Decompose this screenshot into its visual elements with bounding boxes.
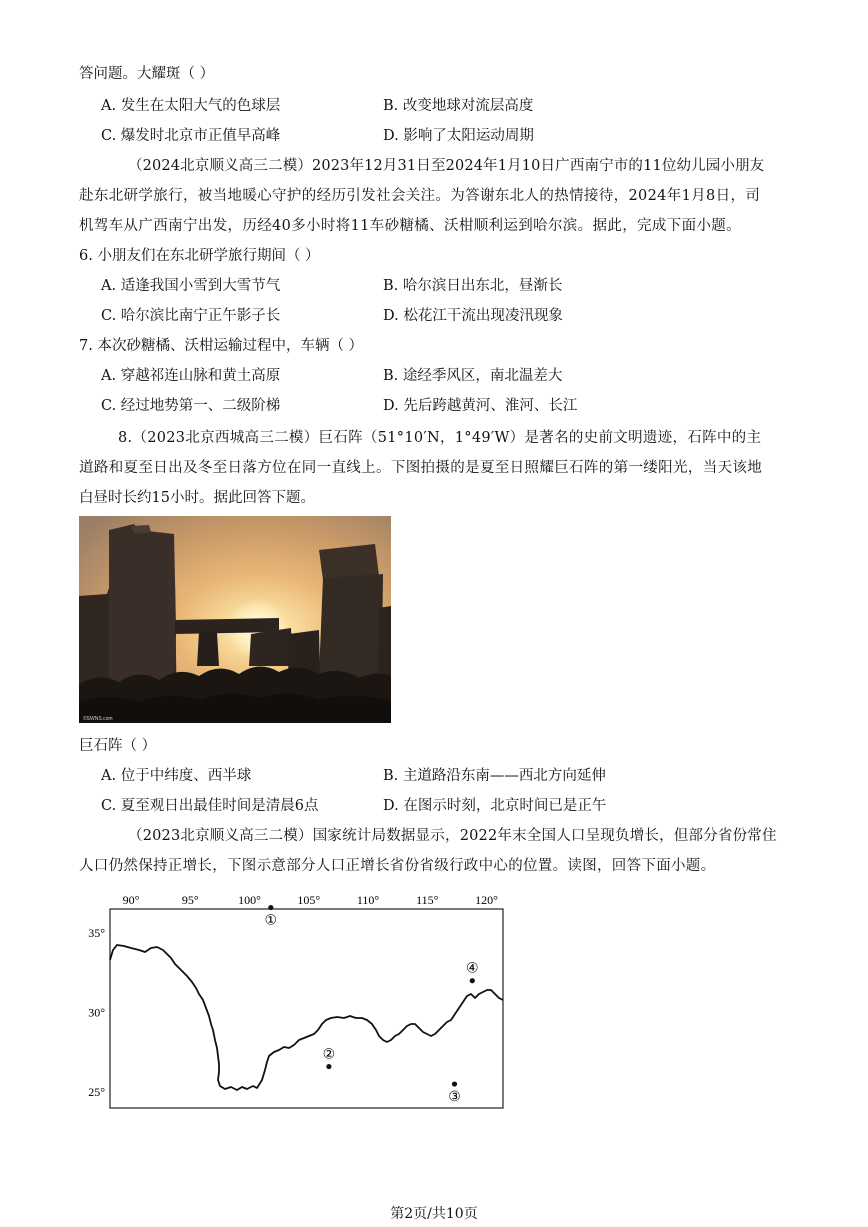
map-frame <box>110 909 503 1108</box>
map-point-label: ④ <box>465 961 479 977</box>
intro-6-7-line-2: 赴东北研学旅行，被当地暖心守护的经历引发社会关注。为答谢东北人的热情接待，2024年1月8日，司 <box>79 188 761 204</box>
map-point-label: ② <box>322 1047 336 1063</box>
map-point <box>326 1064 331 1069</box>
latitude-label: 35° <box>88 926 105 940</box>
longitude-label: 115° <box>416 893 439 907</box>
latitude-label: 25° <box>88 1085 105 1099</box>
longitude-label: 95° <box>181 893 199 907</box>
q7-option-b: B. 途经季风区，南北温差大 <box>383 368 563 384</box>
q5-option-a: A. 发生在太阳大气的色球层 <box>101 98 281 114</box>
q5-option-c: C. 爆发时北京市正值早高峰 <box>101 128 281 144</box>
q5-stem-tail: 答问题。大耀斑（ ） <box>79 66 215 82</box>
intro-9-line-1: （2023北京顺义高三二模）国家统计局数据显示，2022年末全国人口呈现负增长，但部分省份常住 <box>128 828 777 844</box>
map-point-label: ③ <box>448 1090 461 1106</box>
map-point-label: ① <box>264 913 278 929</box>
province-capitals-map <box>79 890 519 1124</box>
intro-6-7-line-3: 机驾车从广西南宁出发，历经40多小时将11车砂糖橘、沃柑顺利运到哈尔滨。据此，完成下面小题。 <box>79 218 741 234</box>
intro-9-line-2: 人口仍然保持正增长，下图示意部分人口正增长省份省级行政中心的位置。读图，回答下面小题。 <box>79 858 716 874</box>
map-point <box>452 1081 457 1086</box>
q6-option-d: D. 松花江干流出现凌汛现象 <box>383 308 563 324</box>
river-line <box>110 945 503 1090</box>
intro-6-7-line-1: （2024北京顺义高三二模）2023年12月31日至2024年1月10日广西南宁市的11位幼儿园小朋友 <box>128 158 765 174</box>
intro-8-line-2: 道路和夏至日出及冬至日落方位在同一直线上。下图拍摄的是夏至日照耀巨石阵的第一缕阳光，当天该地 <box>79 460 763 476</box>
q5-option-d: D. 影响了太阳运动周期 <box>383 128 534 144</box>
latitude-label: 30° <box>88 1005 105 1020</box>
q8-option-d: D. 在图示时刻，北京时间已是正午 <box>383 798 607 814</box>
map-point <box>470 978 475 983</box>
q8-option-b: B. 主道路沿东南——西北方向延伸 <box>383 768 606 784</box>
latitude-labels <box>88 926 105 1099</box>
map-points <box>265 905 479 1105</box>
longitude-label: 110° <box>356 893 380 907</box>
map-point <box>268 905 273 910</box>
q7-option-a: A. 穿越祁连山脉和黄土高原 <box>101 368 281 384</box>
longitude-label: 100° <box>238 893 261 907</box>
intro-8-line-1: 8.（2023北京西城高三二模）巨石阵（51°10′N，1°49′W）是著名的史前文明遗迹，石阵中的主 <box>118 430 762 446</box>
q6-option-a: A. 适逢我国小雪到大雪节气 <box>101 278 281 294</box>
q8-option-c: C. 夏至观日出最佳时间是清晨6点 <box>101 798 319 814</box>
q6-option-c: C. 哈尔滨比南宁正午影子长 <box>101 308 281 324</box>
stonehenge-sunrise-photo <box>79 516 391 723</box>
q8-option-a: A. 位于中纬度、西半球 <box>101 768 252 784</box>
q7-option-c: C. 经过地势第一、二级阶梯 <box>101 398 281 414</box>
q6-option-b: B. 哈尔滨日出东北，昼渐长 <box>383 278 563 294</box>
longitude-label: 105° <box>297 893 321 907</box>
longitude-label: 90° <box>122 893 140 907</box>
longitude-labels <box>123 893 499 907</box>
q7-stem: 7. 本次砂糖橘、沃柑运输过程中，车辆（ ） <box>79 338 364 354</box>
photo-watermark: ©SWNS.com <box>83 716 113 722</box>
page-footer: 第2页/共10页 <box>390 1206 478 1222</box>
intro-8-line-3: 白昼时长约15小时。据此回答下题。 <box>79 490 315 506</box>
q6-stem: 6. 小朋友们在东北研学旅行期间（ ） <box>79 248 320 264</box>
q8-stem: 巨石阵（ ） <box>79 738 157 754</box>
q5-option-b: B. 改变地球对流层高度 <box>383 98 534 114</box>
longitude-label: 120° <box>475 893 498 907</box>
q7-option-d: D. 先后跨越黄河、淮河、长江 <box>383 398 578 414</box>
